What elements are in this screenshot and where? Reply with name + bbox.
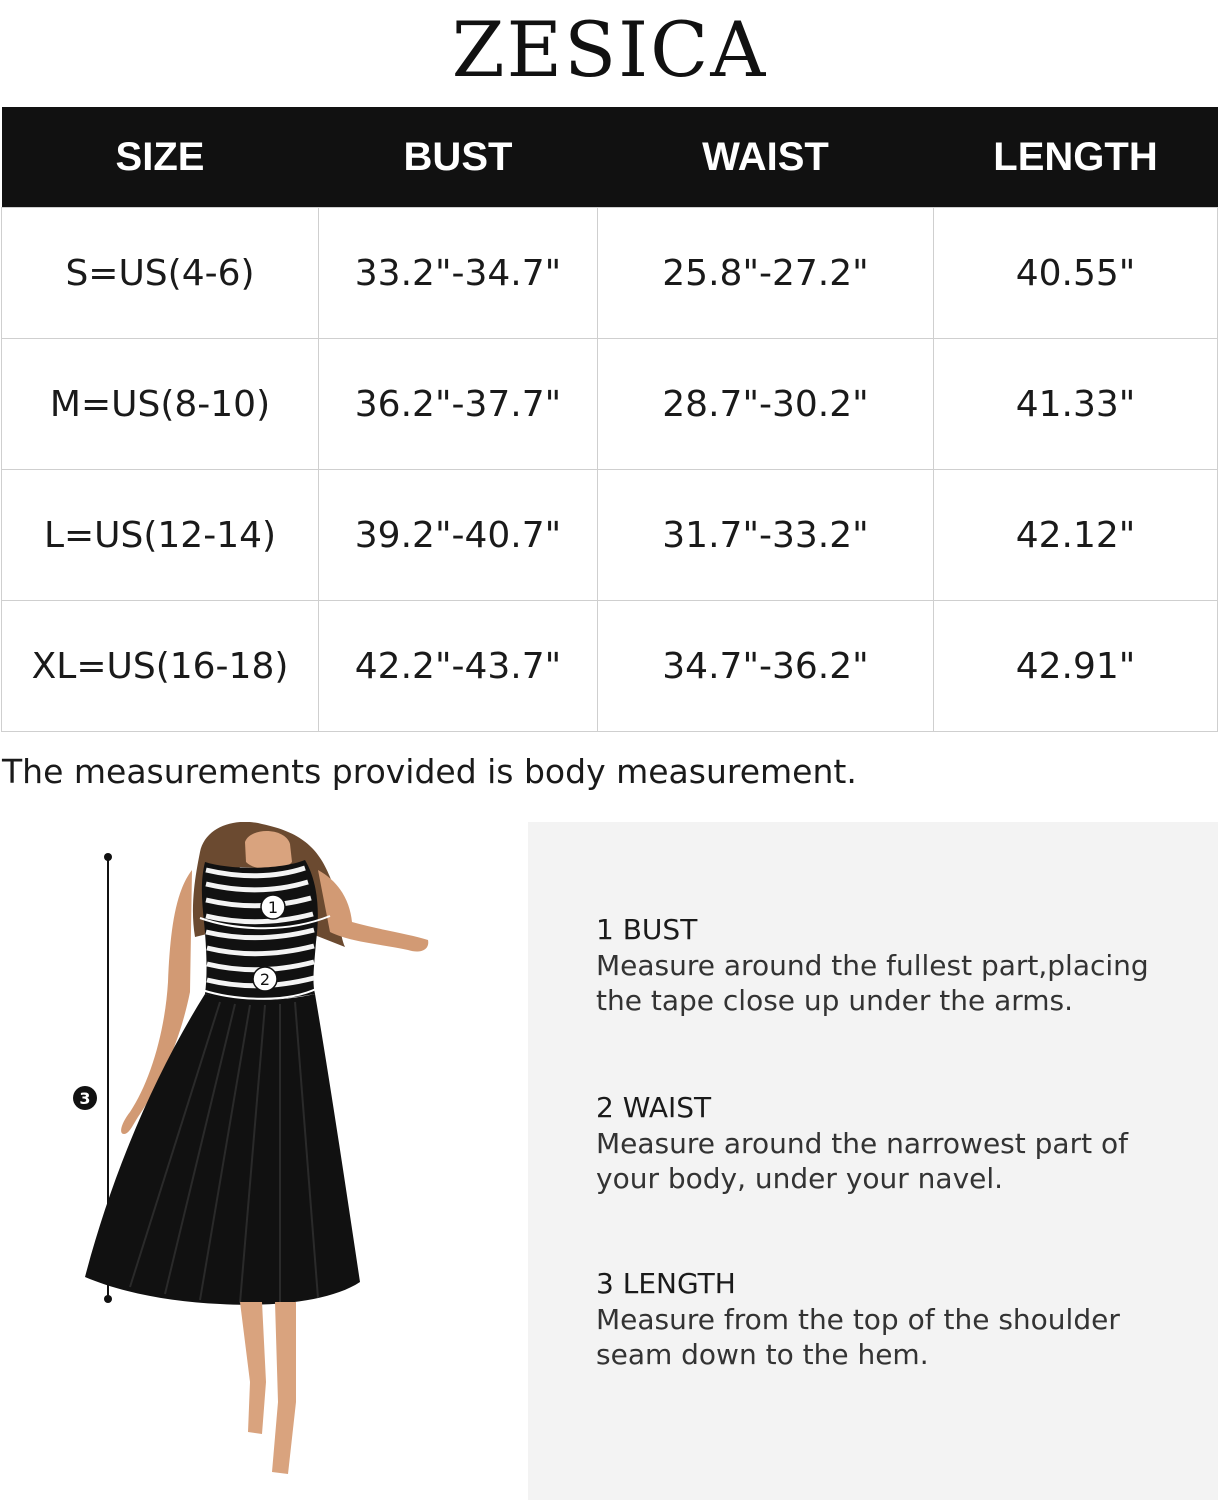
guide-bust-title: 1 BUST [596, 913, 698, 946]
table-header-row [2, 107, 1218, 208]
cell-waist: 31.7"-33.2" [598, 470, 934, 601]
header-waist: WAIST [598, 107, 934, 208]
cell-length: 42.12" [934, 470, 1218, 601]
cell-size: S=US(4-6) [2, 208, 319, 339]
length-top-dot [104, 853, 112, 861]
table-row [2, 470, 1218, 601]
guide-length-desc-line1: Measure from the top of the shoulder [596, 1303, 1120, 1336]
cell-waist: 28.7"-30.2" [598, 339, 934, 470]
cell-length: 40.55" [934, 208, 1218, 339]
cell-size: XL=US(16-18) [2, 601, 319, 732]
cell-length: 42.91" [934, 601, 1218, 732]
cell-waist: 34.7"-36.2" [598, 601, 934, 732]
guide-length-title: 3 LENGTH [596, 1267, 736, 1300]
guide-bust-desc-line2: the tape close up under the arms. [596, 984, 1074, 1017]
guide-waist-title: 2 WAIST [596, 1091, 712, 1124]
brand-logo: ZESICA [451, 5, 768, 94]
cell-waist: 25.8"-27.2" [598, 208, 934, 339]
guide-length [596, 1266, 1196, 1372]
guide-bust [596, 912, 1196, 1018]
header-length: LENGTH [934, 107, 1218, 208]
cell-bust: 33.2"-34.7" [319, 208, 598, 339]
marker-2-label: 2 [259, 970, 271, 989]
header-size: SIZE [2, 107, 319, 208]
size-chart-table [1, 107, 1218, 732]
cell-size: L=US(12-14) [2, 470, 319, 601]
cell-length: 41.33" [934, 339, 1218, 470]
table-row [2, 208, 1218, 339]
guide-bust-desc-line1: Measure around the fullest part,placing [596, 949, 1149, 982]
model-figure [0, 822, 528, 1500]
measurement-guide-panel [528, 822, 1218, 1500]
header-bust: BUST [319, 107, 598, 208]
measurement-note: The measurements provided is body measurement. [2, 752, 857, 791]
neck-skin [245, 831, 292, 870]
table-row [2, 339, 1218, 470]
cell-bust: 39.2"-40.7" [319, 470, 598, 601]
length-bottom-dot [104, 1295, 112, 1303]
cell-bust: 36.2"-37.7" [319, 339, 598, 470]
dress-illustration [0, 822, 528, 1500]
guide-waist [596, 1090, 1196, 1196]
pleated-skirt [85, 994, 360, 1305]
table-row [2, 601, 1218, 732]
guide-waist-desc-line1: Measure around the narrowest part of [596, 1127, 1128, 1160]
marker-3-label: 3 [79, 1089, 91, 1108]
legs [240, 1302, 296, 1474]
guide-waist-desc-line2: your body, under your navel. [596, 1162, 1004, 1195]
cell-size: M=US(8-10) [2, 339, 319, 470]
marker-1-label: 1 [267, 898, 279, 917]
cell-bust: 42.2"-43.7" [319, 601, 598, 732]
guide-length-desc-line2: seam down to the hem. [596, 1338, 929, 1371]
